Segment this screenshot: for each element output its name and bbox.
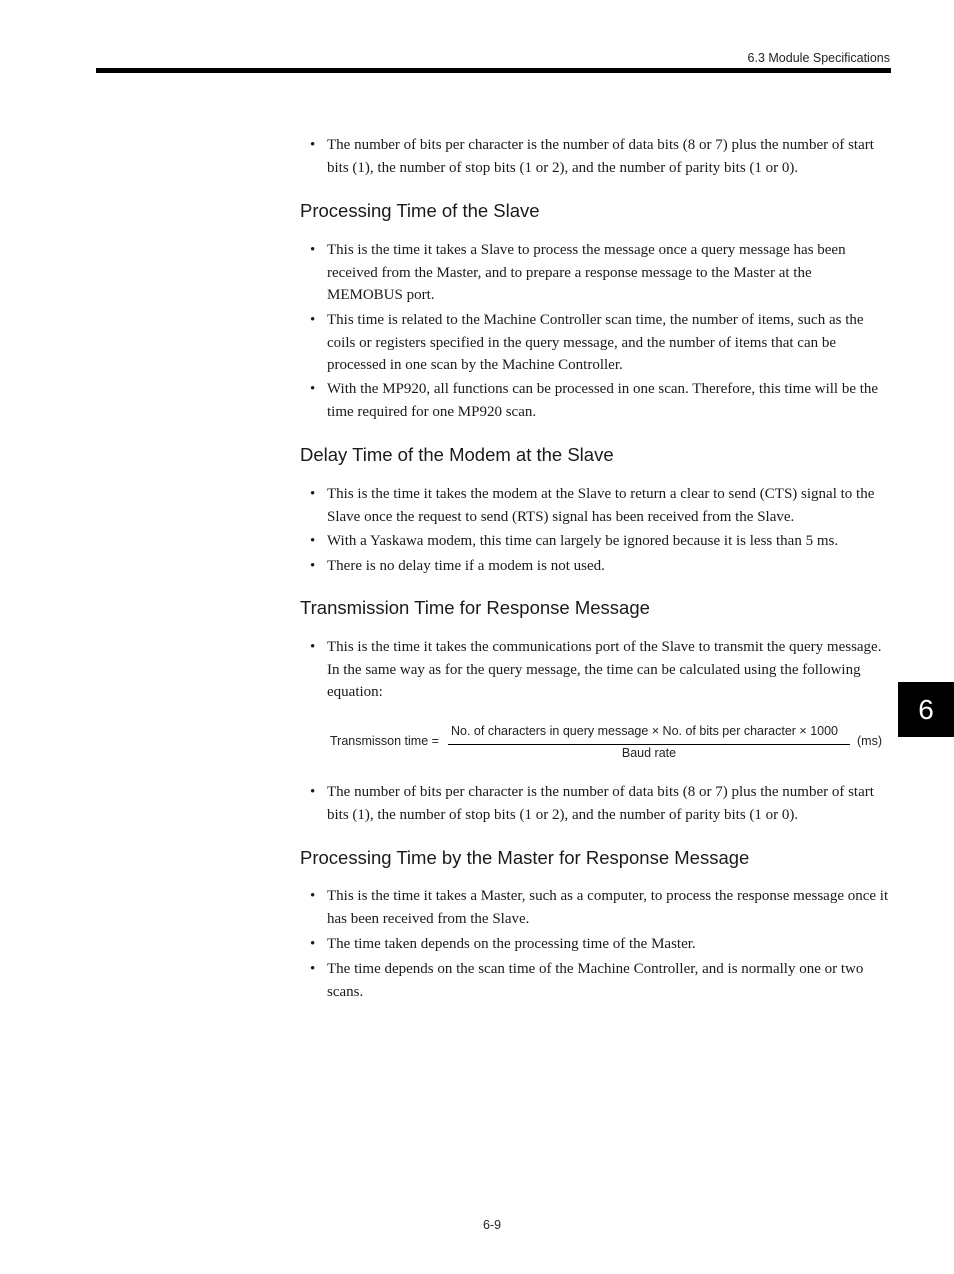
bullet-text: This is the time it takes the communications port of the Slave to transmit the query message. In the same way as for the query message, the time can be calculated using the following equation: <box>327 639 882 700</box>
bullet-text: This is the time it takes the modem at the Slave to return a clear to send (CTS) signal to the Slave once the request to send (RTS) signal has been received from the Slave. <box>327 486 875 525</box>
equation-fraction-bar <box>448 744 850 745</box>
list-item: • This is the time it takes the communications port of the Slave to transmit the query message. In the same way as for the query message, the time can be calculated using the following equation: <box>310 636 890 704</box>
list-item: • This is the time it takes the modem at the Slave to return a clear to send (CTS) signal to the Slave once the request to send (RTS) signal has been received from the Slave. <box>310 483 890 528</box>
equation-label: Transmisson time = <box>330 734 439 748</box>
equation-denominator: Baud rate <box>621 746 677 760</box>
bullet-text: The number of bits per character is the number of data bits (8 or 7) plus the number of start bits (1), the number of stop bits (1 or 2), and the number of parity bits (1 or 0). <box>327 137 874 176</box>
chapter-tab: 6 <box>898 682 954 737</box>
heading-transmission-time-response: Transmission Time for Response Message <box>300 597 650 618</box>
list-item: • The time depends on the scan time of the Machine Controller, and is normally one or two scans. <box>310 958 890 1003</box>
heading-delay-time-modem: Delay Time of the Modem at the Slave <box>300 444 614 465</box>
bullet-text: With a Yaskawa modem, this time can largely be ignored because it is less than 5 ms. <box>327 533 839 549</box>
heading-processing-time-slave: Processing Time of the Slave <box>300 200 540 221</box>
header-section-title: 6.3 Module Specifications <box>747 51 890 65</box>
heading-processing-time-master: Processing Time by the Master for Response Message <box>300 847 750 868</box>
list-item: • The number of bits per character is the number of data bits (8 or 7) plus the number of start bits (1), the number of stop bits (1 or 2), and the number of parity bits (1 or 0). <box>310 781 890 826</box>
bullet-text: The time depends on the scan time of the Machine Controller, and is normally one or two scans. <box>327 961 864 1000</box>
bullet-text: This is the time it takes a Slave to process the message once a query message has been received from the Master, and to prepare a response message to the Master at the MEMOBUS port. <box>327 242 846 303</box>
list-item: • With the MP920, all functions can be processed in one scan. Therefore, this time will be the time required for one MP920 scan. <box>310 378 890 423</box>
list-item: • This time is related to the Machine Controller scan time, the number of items, such as the coils or registers specified in the query message, and the number of items that can be processed in one scan by the Machine Controller. <box>310 309 890 377</box>
bullet-text: With the MP920, all functions can be processed in one scan. Therefore, this time will be the time required for one MP920 scan. <box>327 381 879 420</box>
list-item: • The time taken depends on the processing time of the Master. <box>310 933 890 956</box>
bullet-text: This is the time it takes a Master, such as a computer, to process the response message once it has been received from the Slave. <box>327 888 889 927</box>
intro-bullet: • The number of bits per character is the number of data bits (8 or 7) plus the number of start bits (1), the number of stop bits (1 or 2), and the number of parity bits (1 or 0). <box>310 134 890 179</box>
page-number: 6-9 <box>482 1218 502 1232</box>
list-item: • There is no delay time if a modem is not used. <box>310 555 890 578</box>
equation-numerator: No. of characters in query message × No. of bits per character × 1000 <box>451 724 839 738</box>
bullet-text: The number of bits per character is the number of data bits (8 or 7) plus the number of start bits (1), the number of stop bits (1 or 2), and the number of parity bits (1 or 0). <box>327 784 874 823</box>
header-rule <box>96 68 891 73</box>
list-item: • This is the time it takes a Master, such as a computer, to process the response message once it has been received from the Slave. <box>310 885 890 930</box>
equation-unit: (ms) <box>857 734 882 748</box>
bullet-text: This time is related to the Machine Controller scan time, the number of items, such as the coils or registers specified in the query message, and the number of items that can be processed in one scan by the Machine Controller. <box>327 312 864 373</box>
list-item: • With a Yaskawa modem, this time can largely be ignored because it is less than 5 ms. <box>310 530 890 553</box>
list-item: • This is the time it takes a Slave to process the message once a query message has been received from the Master, and to prepare a response message to the Master at the MEMOBUS port. <box>310 239 890 307</box>
bullet-text: There is no delay time if a modem is not used. <box>327 558 605 574</box>
bullet-text: The time taken depends on the processing time of the Master. <box>327 936 696 952</box>
